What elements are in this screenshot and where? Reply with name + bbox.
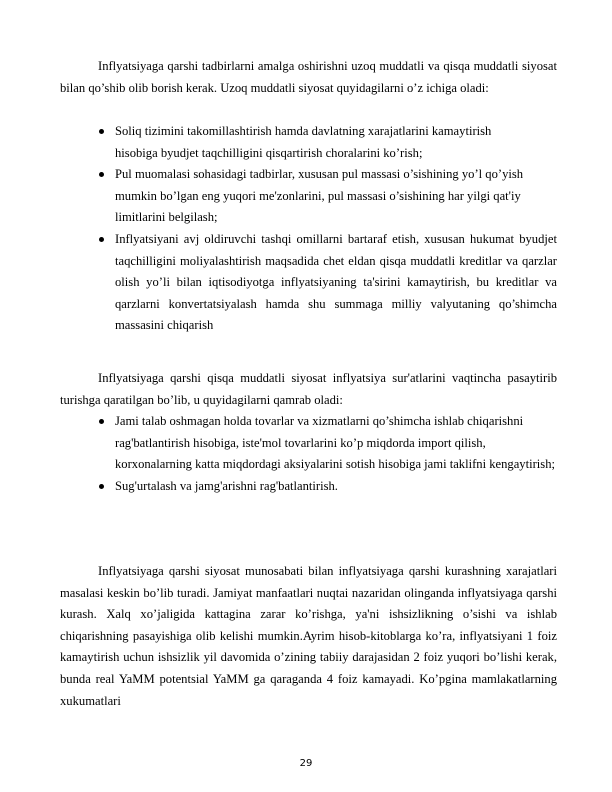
bullet-icon [99, 172, 104, 177]
page-number: 29 [299, 758, 313, 769]
list-item-text: Jami talab oshmagan holda tovarlar va xizmatlarni qo’shimcha ishlab chiqarishni rag'batlantirish hisobiga, iste'mol tovarlarini ko’p miqdorda import qilish, korxonalarning katta miqdordagi aksiyalarini sotish hisobiga jami taklifni kengaytirish; [115, 414, 555, 472]
list-item-text: Soliq tizimini takomillashtirish hamda davlatning xarajatlarini kamaytirish hisobiga byudjet taqchilligini qisqartirish choralarini ko’rish; [115, 124, 492, 160]
intro-paragraph: Inflyatsiyaga qarshi tadbirlarni amalga oshirishni uzoq muddatli va qisqa muddatli siyosat bilan qo’shib olib borish kerak. Uzoq muddatli siyosat quyidagilarni o’z ichiga oladi: [60, 59, 557, 95]
list-item [60, 229, 557, 337]
list-item-text: Inflyatsiyani avj oldiruvchi tashqi omillarni bartaraf etish, xususan hukumat byudjet taqchilligini moliyalashtirish maqsadida chet eldan qisqa muddatli kreditlar va qarzlar olish yo’li bilan iqtisodiyotga inflyatsiyaning ta'sirini kamaytirish, bu kreditlar va qarzlarni konvertatsiyalash hamda shu summaga milliy valyutaning qo’shimcha massasini chiqarish [115, 231, 557, 333]
bullet-icon [99, 237, 104, 242]
short-term-measures-list [60, 411, 557, 497]
list-item [60, 164, 557, 229]
long-term-measures-list [60, 121, 557, 337]
bullet-icon [99, 419, 104, 424]
list-item [60, 121, 557, 164]
list-item [60, 411, 557, 476]
costs-paragraph: Inflyatsiyaga qarshi siyosat munosabati bilan inflyatsiyaga qarshi kurashning xarajatlari masalasi keskin bo’lib turadi. Jamiyat manfaatlari nuqtai nazaridan olinganda inflyatsiyaga qarshi kurash. Xalq xo’jaligida kattagina zarar ko’rishga, ya'ni ishsizlikning o’sishi va ishlab chiqarishning pasayishiga olib kelishi mumkin.Ayrim hisob-kitoblarga ko’ra, inflyatsiyani 1 foiz kamaytirish uchun ishsizlik yil davomida o’zining tabiiy darajasidan 2 foiz yuqori bo’lishi kerak, bunda real YaMM potentsial YaMM ga qaraganda 4 foiz kamayadi. Ko’pgina mamlakatlarning xukumatlari [60, 564, 557, 708]
list-item-text: Pul muomalasi sohasidagi tadbirlar, xususan pul massasi o’sishining yo’l qo’yish mumkin bo’lgan eng yuqori me'zonlarini, pul massasi o’sishining har yilgi qat'iy limitlarini belgilash; [115, 167, 524, 225]
bullet-icon [99, 484, 104, 489]
list-item-text: Sug'urtalash va jamg'arishni rag'batlantirish. [115, 478, 338, 493]
list-item [60, 476, 557, 498]
short-term-paragraph: Inflyatsiyaga qarshi qisqa muddatli siyosat inflyatsiya sur'atlarini vaqtincha pasaytirib turishga qaratilgan bo’lib, u quyidagilarni qamrab oladi: [60, 371, 557, 407]
bullet-icon [99, 129, 104, 134]
